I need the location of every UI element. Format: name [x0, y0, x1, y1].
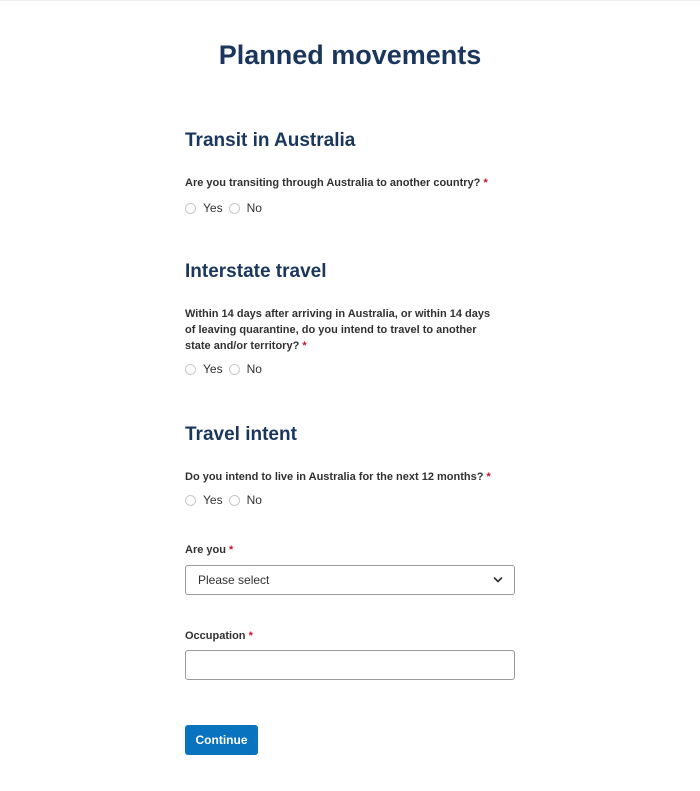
interstate-no-label: No: [246, 362, 262, 376]
occupation-label-text: Occupation: [185, 630, 246, 642]
required-marker: *: [486, 471, 491, 483]
required-marker: *: [248, 630, 253, 642]
continue-button[interactable]: Continue: [185, 725, 258, 755]
intent-question-label: [185, 469, 505, 485]
transit-yes-radio[interactable]: [185, 203, 196, 214]
intent-no-radio[interactable]: [229, 495, 240, 506]
interstate-question-label: [185, 306, 497, 354]
section-heading-travel-intent: Travel intent: [185, 424, 297, 445]
transit-no-radio[interactable]: [229, 203, 240, 214]
interstate-yes-radio[interactable]: [185, 364, 196, 375]
transit-question-label: [185, 175, 505, 191]
chevron-down-icon: [493, 575, 503, 585]
are-you-label-text: Are you: [185, 544, 226, 556]
occupation-label: [185, 628, 505, 644]
interstate-radio-group: [185, 361, 268, 377]
are-you-select[interactable]: [185, 565, 515, 595]
occupation-input[interactable]: [185, 650, 515, 680]
intent-radio-group: [185, 492, 268, 508]
intent-question-text: Do you intend to live in Australia for the next 12 months?: [185, 471, 484, 483]
page-title: Planned movements: [218, 40, 482, 70]
section-heading-transit: Transit in Australia: [185, 130, 356, 151]
required-marker: *: [229, 544, 234, 556]
intent-yes-option[interactable]: [185, 493, 223, 507]
interstate-no-radio[interactable]: [229, 364, 240, 375]
transit-yes-option[interactable]: [185, 201, 223, 215]
are-you-selected-value: Please select: [198, 573, 270, 587]
transit-no-label: No: [246, 201, 262, 215]
interstate-yes-option[interactable]: [185, 362, 223, 376]
transit-radio-group: [185, 200, 268, 216]
are-you-label: [185, 542, 505, 558]
transit-yes-label: Yes: [203, 201, 223, 215]
intent-yes-label: Yes: [203, 493, 223, 507]
interstate-question-text: Within 14 days after arriving in Australia, or within 14 days of leaving quarantine, do you intend to travel to another state and/or territory?: [185, 308, 491, 352]
intent-no-label: No: [246, 493, 262, 507]
interstate-yes-label: Yes: [203, 362, 223, 376]
required-marker: *: [483, 177, 488, 189]
transit-question-text: Are you transiting through Australia to another country?: [185, 177, 481, 189]
top-divider: [0, 0, 700, 1]
section-heading-interstate: Interstate travel: [185, 261, 327, 282]
intent-yes-radio[interactable]: [185, 495, 196, 506]
required-marker: *: [302, 340, 307, 352]
interstate-no-option[interactable]: [229, 362, 262, 376]
intent-no-option[interactable]: [229, 493, 262, 507]
transit-no-option[interactable]: [229, 201, 262, 215]
